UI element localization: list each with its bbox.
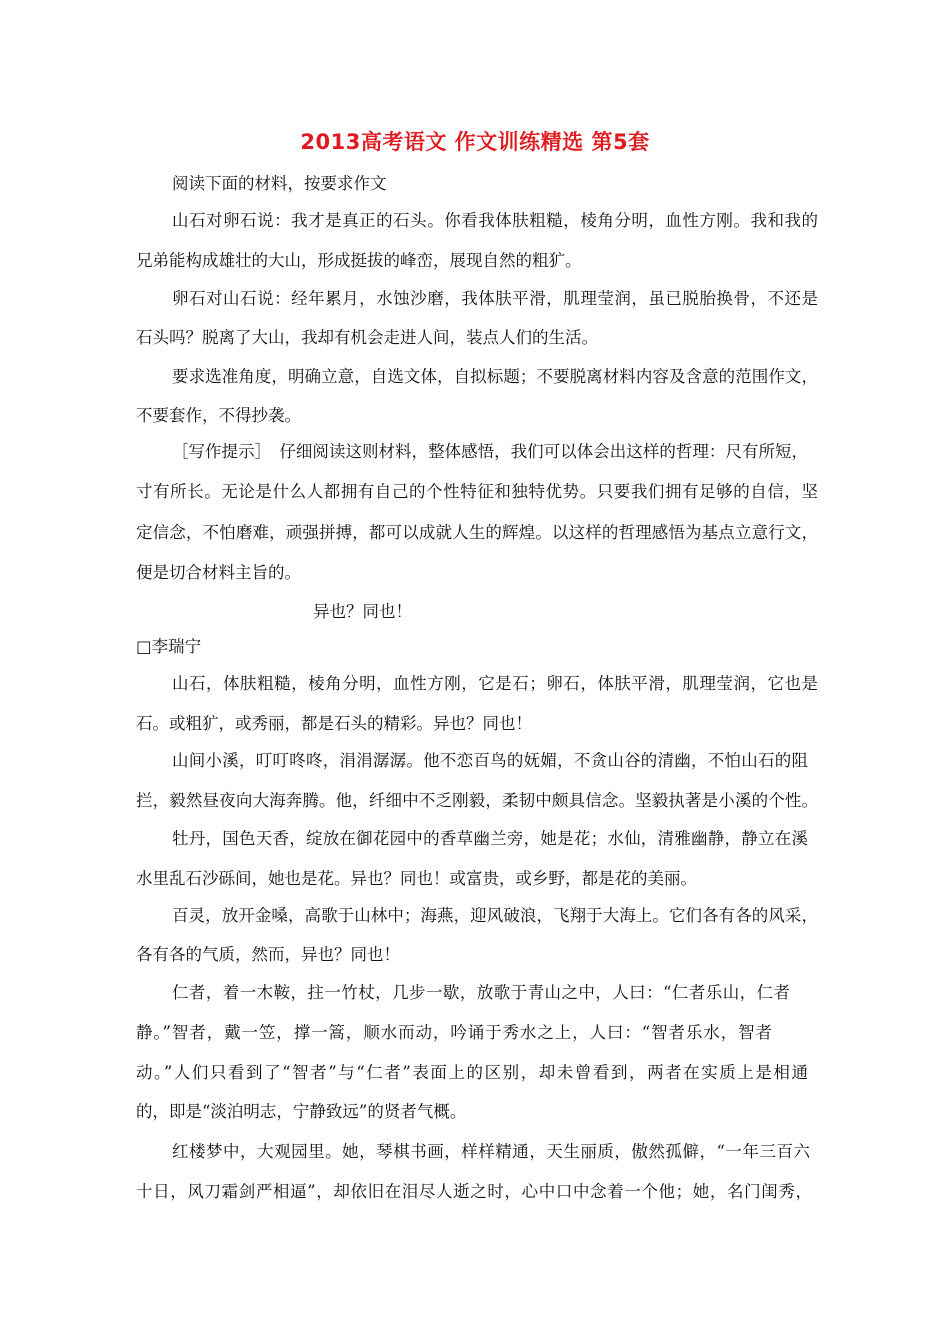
paragraph-line: 阅读下面的材料，按要求作文	[172, 174, 387, 193]
essay-author: □李瑞宁	[136, 637, 202, 656]
paragraph-line: 不要套作，不得抄袭。	[136, 406, 301, 425]
paragraph-line: 定信念，不怕磨难，顽强拼搏，都可以成就人生的辉煌。以这样的哲理感悟为基点立意行文，	[136, 523, 818, 542]
paragraph-line: 十日，风刀霜剑严相逼”，却依旧在泪尽人逝之时，心中口中念着一个他；她，名门闺秀，	[136, 1182, 812, 1201]
paragraph-line: ［写作提示］ 仔细阅读这则材料，整体感悟，我们可以体会出这样的哲理：尺有所短，	[172, 442, 808, 461]
essay-title: 异也？同也！	[313, 602, 412, 621]
paragraph-line: 动。”人们只看到了“智者”与“仁者”表面上的区别，却未曾看到，两者在实质上是相通	[136, 1063, 808, 1082]
paragraph-line: 的，即是“淡泊明志，宁静致远”的贤者气概。	[136, 1102, 467, 1121]
paragraph-line: 寸有所长。无论是什么人都拥有自己的个性特征和独特优势。只要我们拥有足够的自信，坚	[136, 482, 818, 501]
paragraph-line: 卵石对山石说：经年累月，水蚀沙磨，我体肤平滑，肌理莹润，虽已脱胎换骨，不还是	[172, 289, 818, 308]
paragraph-line: 山间小溪，叮叮咚咚，涓涓潺潺。他不恋百鸟的妩媚，不贪山谷的清幽，不怕山石的阻	[172, 751, 808, 770]
paragraph-line: 山石，体肤粗糙，棱角分明，血性方刚，它是石；卵石，体肤平滑，肌理莹润，它也是	[172, 674, 818, 693]
paragraph-line: 仁者，着一木鞍，拄一竹杖，几步一歇，放歌于青山之中，人曰：“仁者乐山，仁者	[172, 983, 790, 1002]
paragraph-line: 便是切合材料主旨的。	[136, 563, 301, 582]
paragraph-line: 兄弟能构成雄壮的大山，形成挺拔的峰峦，展现自然的粗犷。	[136, 251, 582, 270]
paragraph-line: 各有各的气质，然而，异也？同也！	[136, 945, 400, 964]
paragraph-line: 百灵，放开金嗓，高歌于山林中；海燕，迎风破浪，飞翔于大海上。它们各有各的风采，	[172, 906, 818, 925]
paragraph-line: 静。”智者，戴一笠，撑一篙，顺水而动，吟诵于秀水之上，人曰：“智者乐水，智者	[136, 1023, 772, 1042]
paragraph-line: 石。或粗犷，或秀丽，都是石头的精彩。异也？同也！	[136, 714, 532, 733]
paragraph-line: 要求选准角度，明确立意，自选文体，自拟标题；不要脱离材料内容及含意的范围作文，	[172, 367, 818, 386]
paragraph-line: 水里乱石沙砾间，她也是花。异也？同也！或富贵，或乡野，都是花的美丽。	[136, 869, 697, 888]
paragraph-line: 红楼梦中，大观园里。她，琴棋书画，样样精通，天生丽质，傲然孤僻，“一年三百六	[172, 1142, 810, 1161]
paragraph-line: 拦，毅然昼夜向大海奔腾。他，纤细中不乏刚毅，柔韧中颇具信念。坚毅执著是小溪的个性。	[136, 791, 818, 810]
paragraph-line: 山石对卵石说：我才是真正的石头。你看我体肤粗糙，棱角分明，血性方刚。我和我的	[172, 211, 818, 230]
document-title: 2013高考语文 作文训练精选 第5套	[300, 130, 650, 154]
paragraph-line: 牡丹，国色天香，绽放在御花园中的香草幽兰旁，她是花；水仙，清雅幽静，静立在溪	[172, 829, 808, 848]
paragraph-line: 石头吗？脱离了大山，我却有机会走进人间，装点人们的生活。	[136, 328, 598, 347]
